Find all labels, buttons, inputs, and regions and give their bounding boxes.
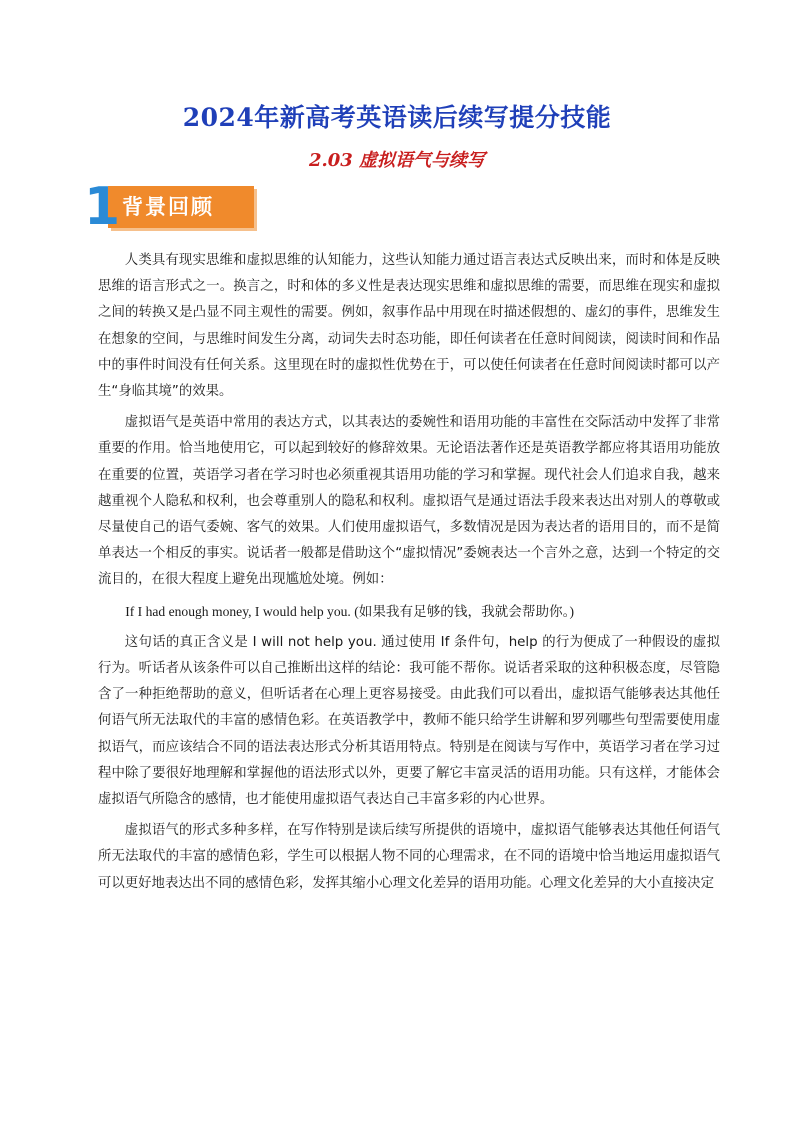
document-subtitle: 2.03 虚拟语气与续写 [308, 150, 486, 171]
paragraph: 虚拟语气是英语中常用的表达方式，以其表达的委婉性和语用功能的丰富性在交际活动中发挥了非常重要的作用。恰当地使用它，可以起到较好的修辞效果。无论语法著作还是英语教学都应将其语用功能放在重要的位置，英语学习者在学习时也必须重视其语用功能的学习和掌握。现代社会人们追求自我，越来越重视个人隐私和权利，也会尊重别人的隐私和权利。虚拟语气是通过语法手段来表达出对别人的尊敬或尽量使自己的语气委婉、客气的效果。人们使用虚拟语气，多数情况是因为表达者的语用目的，而不是简单表达一个相反的事实。说话者一般都是借助这个“虚拟情况”委婉表达一个言外之意，达到一个特定的交流目的，在很大程度上避免出现尴尬处境。例如： [98, 415, 720, 588]
paragraph: 虚拟语气的形式多种多样，在写作特别是读后续写所提供的语境中，虚拟语气能够表达其他任何语气所无法取代的丰富的感情色彩，学生可以根据人物不同的心理需求，在不同的语境中恰当地运用虚拟语气可以更好地表达出不同的感情色彩，发挥其缩小心理文化差异的语用功能。心理文化差异的大小直接决定 [98, 823, 720, 891]
section-title: 背景回顾 [122, 195, 214, 219]
section-banner [108, 186, 254, 228]
paragraph: 人类具有现实思维和虚拟思维的认知能力，这些认知能力通过语言表达式反映出来，而时和体是反映思维的语言形式之一。换言之，时和体的多义性是表达现实思维和虚拟思维的需要，而思维在现实和虚拟之间的转换又是凸显不同主观性的需要。例如，叙事作品中用现在时描述假想的、虚幻的事件，思维发生在想象的空间，与思维时间发生分离，动词失去时态功能，即任何读者在任意时间阅读，阅读时间和作品中的事件时间没有任何关系。这里现在时的虚拟性优势在于，可以使任何读者在任意时间阅读时都可以产生“身临其境”的效果。 [98, 253, 720, 400]
document-title: 2024年新高考英语读后续写提分技能 [182, 103, 612, 132]
section-number: 1 [84, 177, 119, 237]
body-text [98, 248, 720, 902]
paragraph: 这句话的真正含义是 I will not help you. 通过使用 If 条件句，help 的行为便成了一种假设的虚拟行为。听话者从该条件可以自己推断出这样的结论：我可能不帮你。说话者采取的这种积极态度，尽管隐含了一种拒绝帮助的意义，但听话者在心理上更容易接受。由此我们可以看出，虚拟语气能够表达其他任何语气所无法取代的丰富的感情色彩。在英语教学中，教师不能只给学生讲解和罗列哪些句型需要使用虚拟语气，而应该结合不同的语法表达形式分析其语用特点。特别是在阅读与写作中，英语学习者在学习过程中除了要很好地理解和掌握他的语法形式以外，更要了解它丰富灵活的语用功能。只有这样，才能体会虚拟语气所隐含的感情，也才能使用虚拟语气表达自己丰富多彩的内心世界。 [98, 634, 720, 808]
example-sentence: If I had enough money, I would help you. (如果我有足够的钱，我就会帮助你。) [125, 603, 574, 619]
section-header [84, 177, 284, 237]
